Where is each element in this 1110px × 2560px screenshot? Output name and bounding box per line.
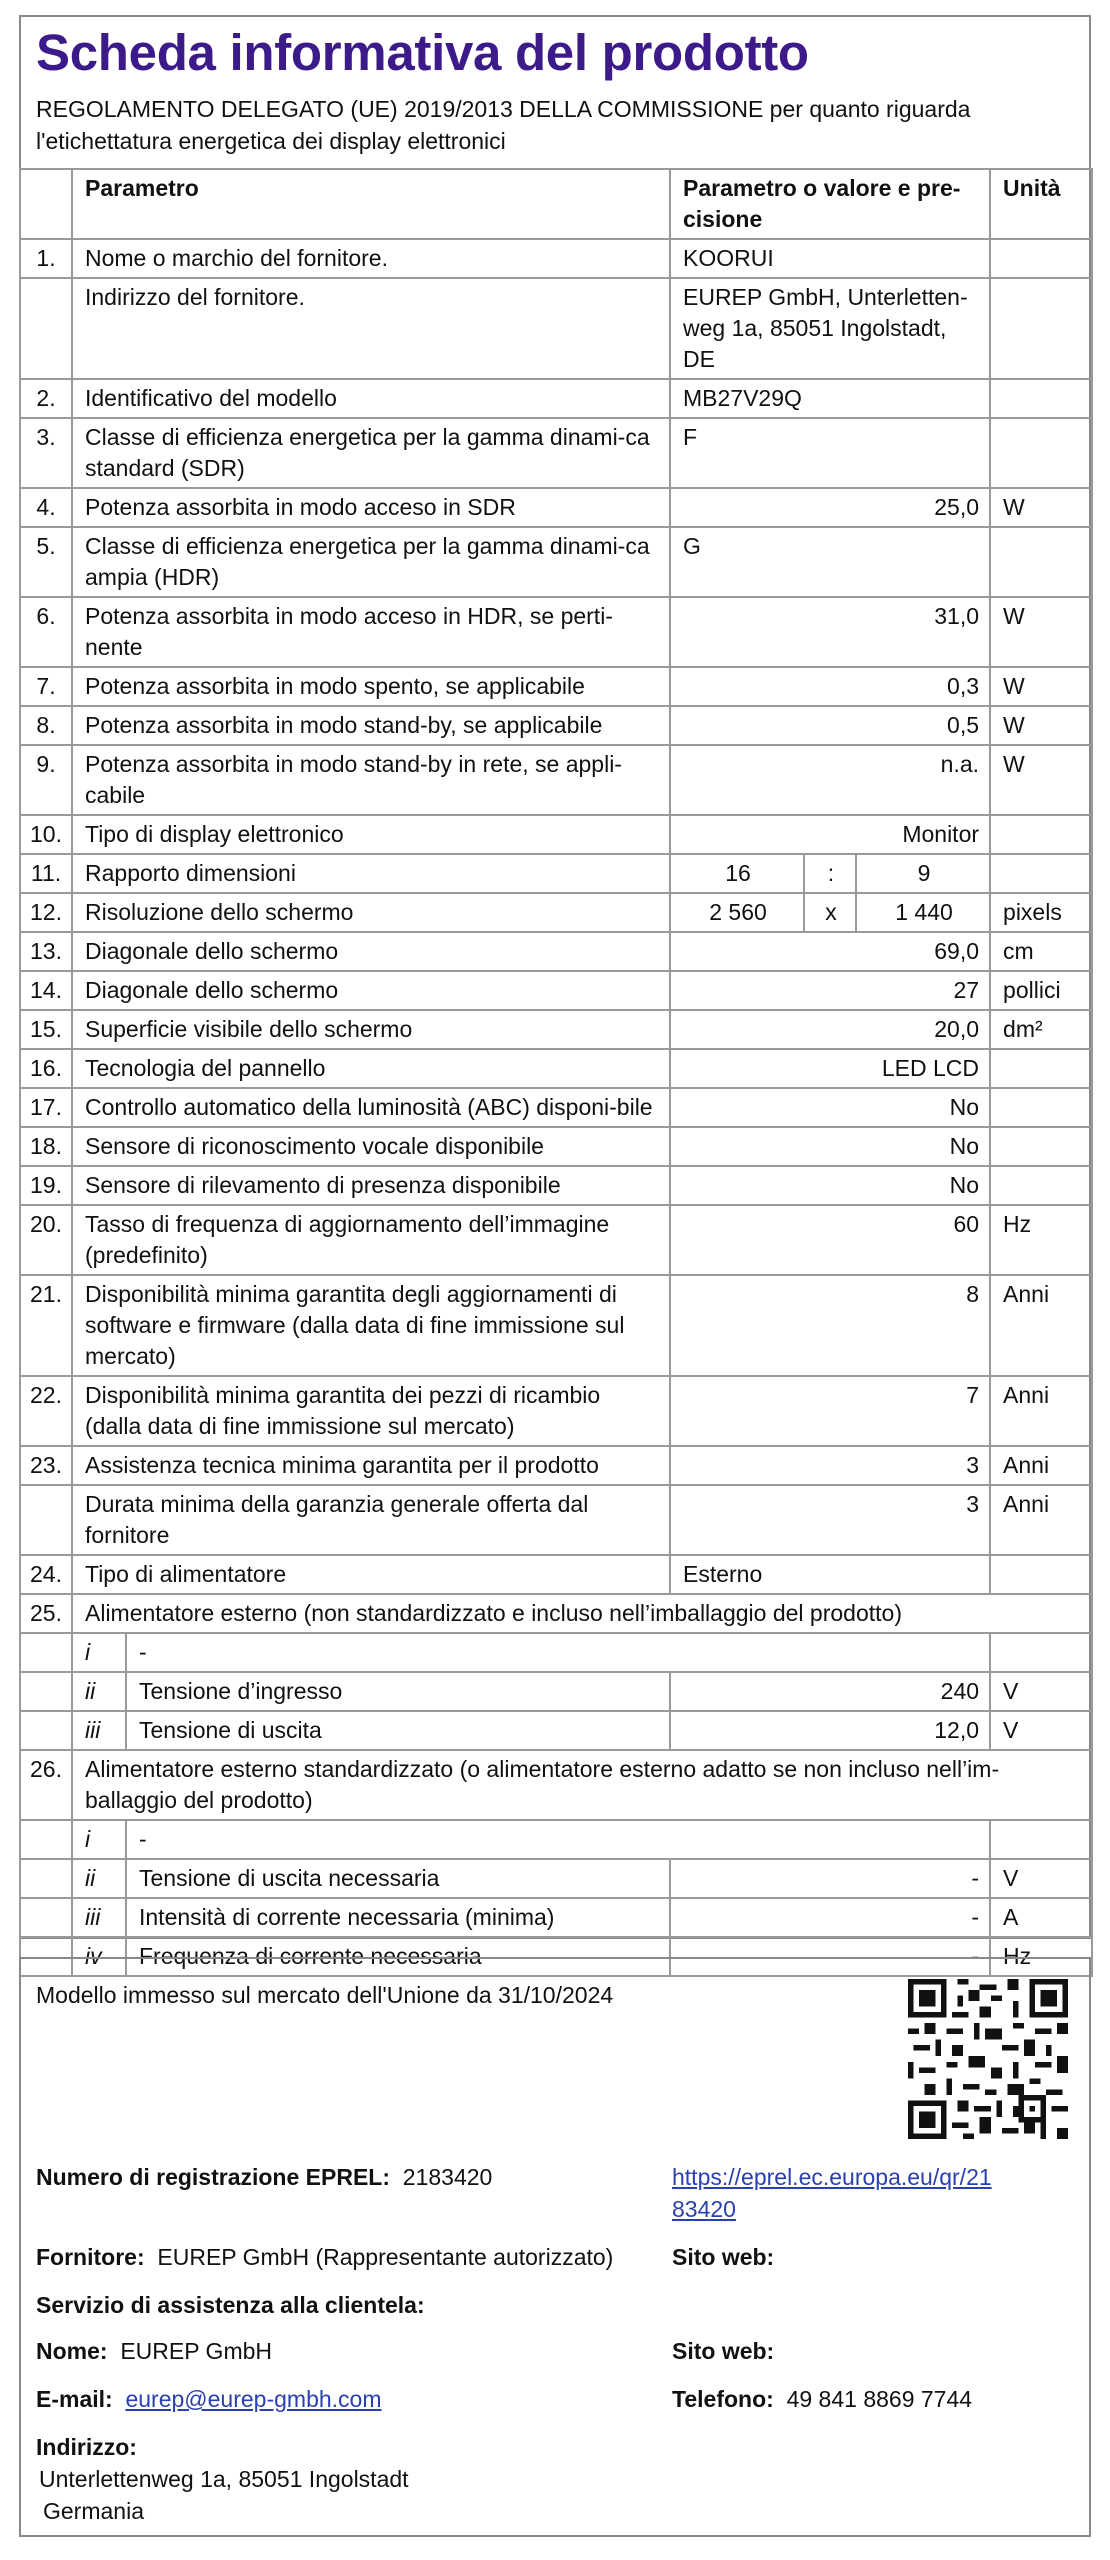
supplier-website (672, 2241, 774, 2273)
row-unit: Anni (990, 1485, 1092, 1555)
row-label: Potenza assorbita in modo spento, se applicabile (72, 667, 670, 706)
subrow-index: i (72, 1633, 126, 1672)
row-unit: W (990, 745, 1092, 815)
row-value: EUREP GmbH, Unterletten-weg 1a, 85051 Ingolstadt, DE (670, 278, 990, 379)
row-label: Classe di efficienza energetica per la gamma dinami-ca ampia (HDR) (72, 527, 670, 597)
row-label: Indirizzo del fornitore. (72, 278, 670, 379)
row-number: 13. (20, 932, 72, 971)
subrow-index: ii (72, 1859, 126, 1898)
row-value: 8 (670, 1275, 990, 1376)
email-link[interactable]: eurep@eurep-gmbh.com (125, 2386, 382, 2412)
row-label: Tipo di alimentatore (72, 1555, 670, 1594)
table-row (20, 1594, 1092, 1633)
table-row (20, 1010, 1092, 1049)
row-value: 7 (670, 1376, 990, 1446)
table-row (20, 745, 1092, 815)
row-label: Disponibilità minima garantita dei pezzi di ricambio (dalla data di fine immissione sul mercato) (72, 1376, 670, 1446)
row-label: Potenza assorbita in modo acceso in SDR (72, 488, 670, 527)
row-unit (990, 1166, 1092, 1205)
table-row (20, 1376, 1092, 1446)
row-number: 15. (20, 1010, 72, 1049)
table-row (20, 1205, 1092, 1275)
row-value: MB27V29Q (670, 379, 990, 418)
address-line-2: Germania (43, 2498, 144, 2524)
table-subrow (20, 1820, 1092, 1859)
table-row (20, 278, 1092, 379)
row-label: Superficie visibile dello schermo (72, 1010, 670, 1049)
subrow-index: iv (72, 1937, 126, 1976)
row-number: 25. (20, 1594, 72, 1633)
row-value: 60 (670, 1205, 990, 1275)
row-number: 1. (20, 239, 72, 278)
service-name (36, 2335, 272, 2367)
row-label: Assistenza tecnica minima garantita per il prodotto (72, 1446, 670, 1485)
table-row (20, 706, 1092, 745)
row-value: LED LCD (670, 1049, 990, 1088)
row-unit (990, 1127, 1092, 1166)
subrow-unit: Hz (990, 1937, 1092, 1976)
subrow-unit: V (990, 1711, 1092, 1750)
row-value: 3 (670, 1485, 990, 1555)
row-label: Tipo di display elettronico (72, 815, 670, 854)
table-subrow (20, 1898, 1092, 1937)
row-number: 3. (20, 418, 72, 488)
address-line-1: Unterlettenweg 1a, 85051 Ingolstadt (39, 2466, 409, 2492)
eprel-info-box (19, 1957, 1091, 2537)
table-row (20, 893, 1092, 932)
row-unit (990, 379, 1092, 418)
row-value: 3 (670, 1446, 990, 1485)
row-unit: W (990, 706, 1092, 745)
row-number: 23. (20, 1446, 72, 1485)
row-value: 25,0 (670, 488, 990, 527)
row-unit: dm² (990, 1010, 1092, 1049)
subrow-value: 12,0 (670, 1711, 990, 1750)
table-row (20, 854, 1092, 893)
eprel-registration (36, 2161, 492, 2193)
regulation-subtitle: REGOLAMENTO DELEGATO (UE) 2019/2013 DELLA COMMISSIONE per quanto riguarda l'etichettatura energetica dei display elettronici (36, 96, 971, 154)
subrow-unit: V (990, 1672, 1092, 1711)
customer-service-heading: Servizio di assistenza alla clientela: (36, 2292, 425, 2318)
row-label: Identificativo del modello (72, 379, 670, 418)
row-unit (990, 1088, 1092, 1127)
table-header-row (20, 169, 1092, 239)
row-unit: Anni (990, 1275, 1092, 1376)
phone-value: 49 841 8869 7744 (786, 2386, 973, 2412)
table-row (20, 1485, 1092, 1555)
row-label: Alimentatore esterno (non standardizzato e incluso nell’imballaggio del prodotto) (72, 1594, 1092, 1633)
supplier (36, 2241, 613, 2273)
row-value: 31,0 (670, 597, 990, 667)
row-number: 9. (20, 745, 72, 815)
resolution-separator: x (804, 893, 856, 932)
row-number: 12. (20, 893, 72, 932)
ratio-b: 9 (856, 854, 990, 893)
row-number: 10. (20, 815, 72, 854)
row-value: No (670, 1166, 990, 1205)
table-row (20, 239, 1092, 278)
row-value: Esterno (670, 1555, 990, 1594)
row-unit (990, 854, 1092, 893)
subrow-index: i (72, 1820, 126, 1859)
table-row (20, 1446, 1092, 1485)
row-unit: Anni (990, 1446, 1092, 1485)
row-label: Potenza assorbita in modo stand-by in rete, se appli-cabile (72, 745, 670, 815)
row-label: Classe di efficienza energetica per la gamma dinami-ca standard (SDR) (72, 418, 670, 488)
row-label: Sensore di rilevamento di presenza disponibile (72, 1166, 670, 1205)
subrow-index: iii (72, 1898, 126, 1937)
row-label: Tasso di frequenza di aggiornamento dell’immagine (predefinito) (72, 1205, 670, 1275)
row-label: Risoluzione dello schermo (72, 893, 670, 932)
table-row (20, 488, 1092, 527)
row-number: 21. (20, 1275, 72, 1376)
subrow-label: Intensità di corrente necessaria (minima) (126, 1898, 670, 1937)
table-row (20, 1127, 1092, 1166)
row-unit (990, 418, 1092, 488)
row-label: Tecnologia del pannello (72, 1049, 670, 1088)
row-number: 6. (20, 597, 72, 667)
row-unit: W (990, 597, 1092, 667)
row-value: 20,0 (670, 1010, 990, 1049)
row-number: 14. (20, 971, 72, 1010)
qr-code-icon[interactable] (908, 1979, 1068, 2139)
subrow-label: Tensione d’ingresso (126, 1672, 670, 1711)
row-unit (990, 239, 1092, 278)
website-label: Sito web: (672, 2244, 775, 2270)
address-label: Indirizzo: (36, 2434, 137, 2460)
row-unit: cm (990, 932, 1092, 971)
subrow-value: - (670, 1937, 990, 1976)
table-row (20, 1049, 1092, 1088)
row-value: No (670, 1088, 990, 1127)
service-email (36, 2383, 382, 2415)
table-row (20, 1275, 1092, 1376)
subrow-label: Tensione di uscita (126, 1711, 670, 1750)
row-value: G (670, 527, 990, 597)
ratio-a: 16 (670, 854, 804, 893)
resolution-width: 2 560 (670, 893, 804, 932)
row-value: F (670, 418, 990, 488)
subrow-value: - (670, 1859, 990, 1898)
row-unit: W (990, 667, 1092, 706)
subrow-label: Frequenza di corrente necessaria (126, 1937, 670, 1976)
row-number: 8. (20, 706, 72, 745)
row-unit: pixels (990, 893, 1092, 932)
row-number: 18. (20, 1127, 72, 1166)
table-subrow (20, 1633, 1092, 1672)
eprel-link[interactable] (672, 2161, 992, 2225)
row-number: 20. (20, 1205, 72, 1275)
subrow-value: 240 (670, 1672, 990, 1711)
ratio-separator: : (804, 854, 856, 893)
table-subrow (20, 1859, 1092, 1898)
parameters-table (19, 168, 1093, 1977)
header-parameter: Parametro (72, 169, 670, 239)
supplier-value: EUREP GmbH (Rappresentante autorizzato) (157, 2244, 614, 2270)
row-label: Nome o marchio del fornitore. (72, 239, 670, 278)
row-unit: W (990, 488, 1092, 527)
email-label: E-mail: (36, 2386, 113, 2412)
page-title: Scheda informativa del prodotto (36, 24, 809, 81)
market-date-text: Modello immesso sul mercato dell'Unione da 31/10/2024 (36, 1982, 614, 2008)
row-value: n.a. (670, 745, 990, 815)
row-value: Monitor (670, 815, 990, 854)
table-row (20, 597, 1092, 667)
row-label: Potenza assorbita in modo acceso in HDR, se perti-nente (72, 597, 670, 667)
header-unit: Unità (990, 169, 1092, 239)
subrow-index: iii (72, 1711, 126, 1750)
table-row (20, 418, 1092, 488)
row-value: 27 (670, 971, 990, 1010)
table-row (20, 1555, 1092, 1594)
row-unit: pollici (990, 971, 1092, 1010)
row-number: 26. (20, 1750, 72, 1820)
table-row (20, 667, 1092, 706)
row-value: KOORUI (670, 239, 990, 278)
row-unit (990, 815, 1092, 854)
website-label-2: Sito web: (672, 2338, 775, 2364)
resolution-height: 1 440 (856, 893, 990, 932)
row-number: 19. (20, 1166, 72, 1205)
table-row (20, 527, 1092, 597)
table-row (20, 932, 1092, 971)
supplier-label: Fornitore: (36, 2244, 145, 2270)
phone-label: Telefono: (672, 2386, 774, 2412)
row-label: Durata minima della garanzia generale offerta dal fornitore (72, 1485, 670, 1555)
row-unit: Anni (990, 1376, 1092, 1446)
row-number: 16. (20, 1049, 72, 1088)
name-value: EUREP GmbH (120, 2338, 273, 2364)
name-label: Nome: (36, 2338, 108, 2364)
row-unit (990, 1555, 1092, 1594)
service-phone (672, 2383, 972, 2415)
subrow-unit: A (990, 1898, 1092, 1937)
row-label: Potenza assorbita in modo stand-by, se applicabile (72, 706, 670, 745)
row-number: 24. (20, 1555, 72, 1594)
table-row (20, 379, 1092, 418)
row-number: 4. (20, 488, 72, 527)
row-value: 69,0 (670, 932, 990, 971)
row-value: 0,5 (670, 706, 990, 745)
subrow-label: - (126, 1820, 990, 1859)
row-number: 11. (20, 854, 72, 893)
table-row (20, 971, 1092, 1010)
subrow-index: ii (72, 1672, 126, 1711)
table-row (20, 1750, 1092, 1820)
table-row (20, 1166, 1092, 1205)
table-row (20, 815, 1092, 854)
eprel-label: Numero di registrazione EPREL: (36, 2164, 391, 2190)
row-label: Controllo automatico della luminosità (ABC) disponi-bile (72, 1088, 670, 1127)
row-unit (990, 527, 1092, 597)
row-unit (990, 278, 1092, 379)
row-number: 22. (20, 1376, 72, 1446)
row-label: Disponibilità minima garantita degli aggiornamenti di software e firmware (dalla data di fine immissione sul mercato) (72, 1275, 670, 1376)
subrow-label: Tensione di uscita necessaria (126, 1859, 670, 1898)
table-row (20, 1088, 1092, 1127)
table-subrow (20, 1672, 1092, 1711)
eprel-number: 2183420 (402, 2164, 493, 2190)
row-unit: Hz (990, 1205, 1092, 1275)
row-unit (990, 1049, 1092, 1088)
product-info-sheet (19, 15, 1091, 1969)
header-value: Parametro o valore e pre-cisione (670, 169, 990, 239)
row-number: 5. (20, 527, 72, 597)
row-number: 2. (20, 379, 72, 418)
eprel-link-line1[interactable]: https://eprel.ec.europa.eu/qr/21 (672, 2164, 992, 2190)
row-label: Rapporto dimensioni (72, 854, 670, 893)
eprel-link-line2[interactable]: 83420 (672, 2196, 736, 2222)
row-label: Diagonale dello schermo (72, 971, 670, 1010)
row-number: 7. (20, 667, 72, 706)
row-label: Diagonale dello schermo (72, 932, 670, 971)
row-value: 0,3 (670, 667, 990, 706)
subrow-unit: V (990, 1859, 1092, 1898)
row-label: Sensore di riconoscimento vocale disponibile (72, 1127, 670, 1166)
row-number (20, 1485, 72, 1555)
row-number: 17. (20, 1088, 72, 1127)
subrow-value: - (670, 1898, 990, 1937)
row-number (20, 278, 72, 379)
row-value: No (670, 1127, 990, 1166)
service-website (672, 2335, 774, 2367)
subrow-label: - (126, 1633, 990, 1672)
service-address (36, 2431, 409, 2527)
row-label: Alimentatore esterno standardizzato (o alimentatore esterno adatto se non incluso nell’im-ballaggio del prodotto) (72, 1750, 1092, 1820)
table-subrow (20, 1711, 1092, 1750)
